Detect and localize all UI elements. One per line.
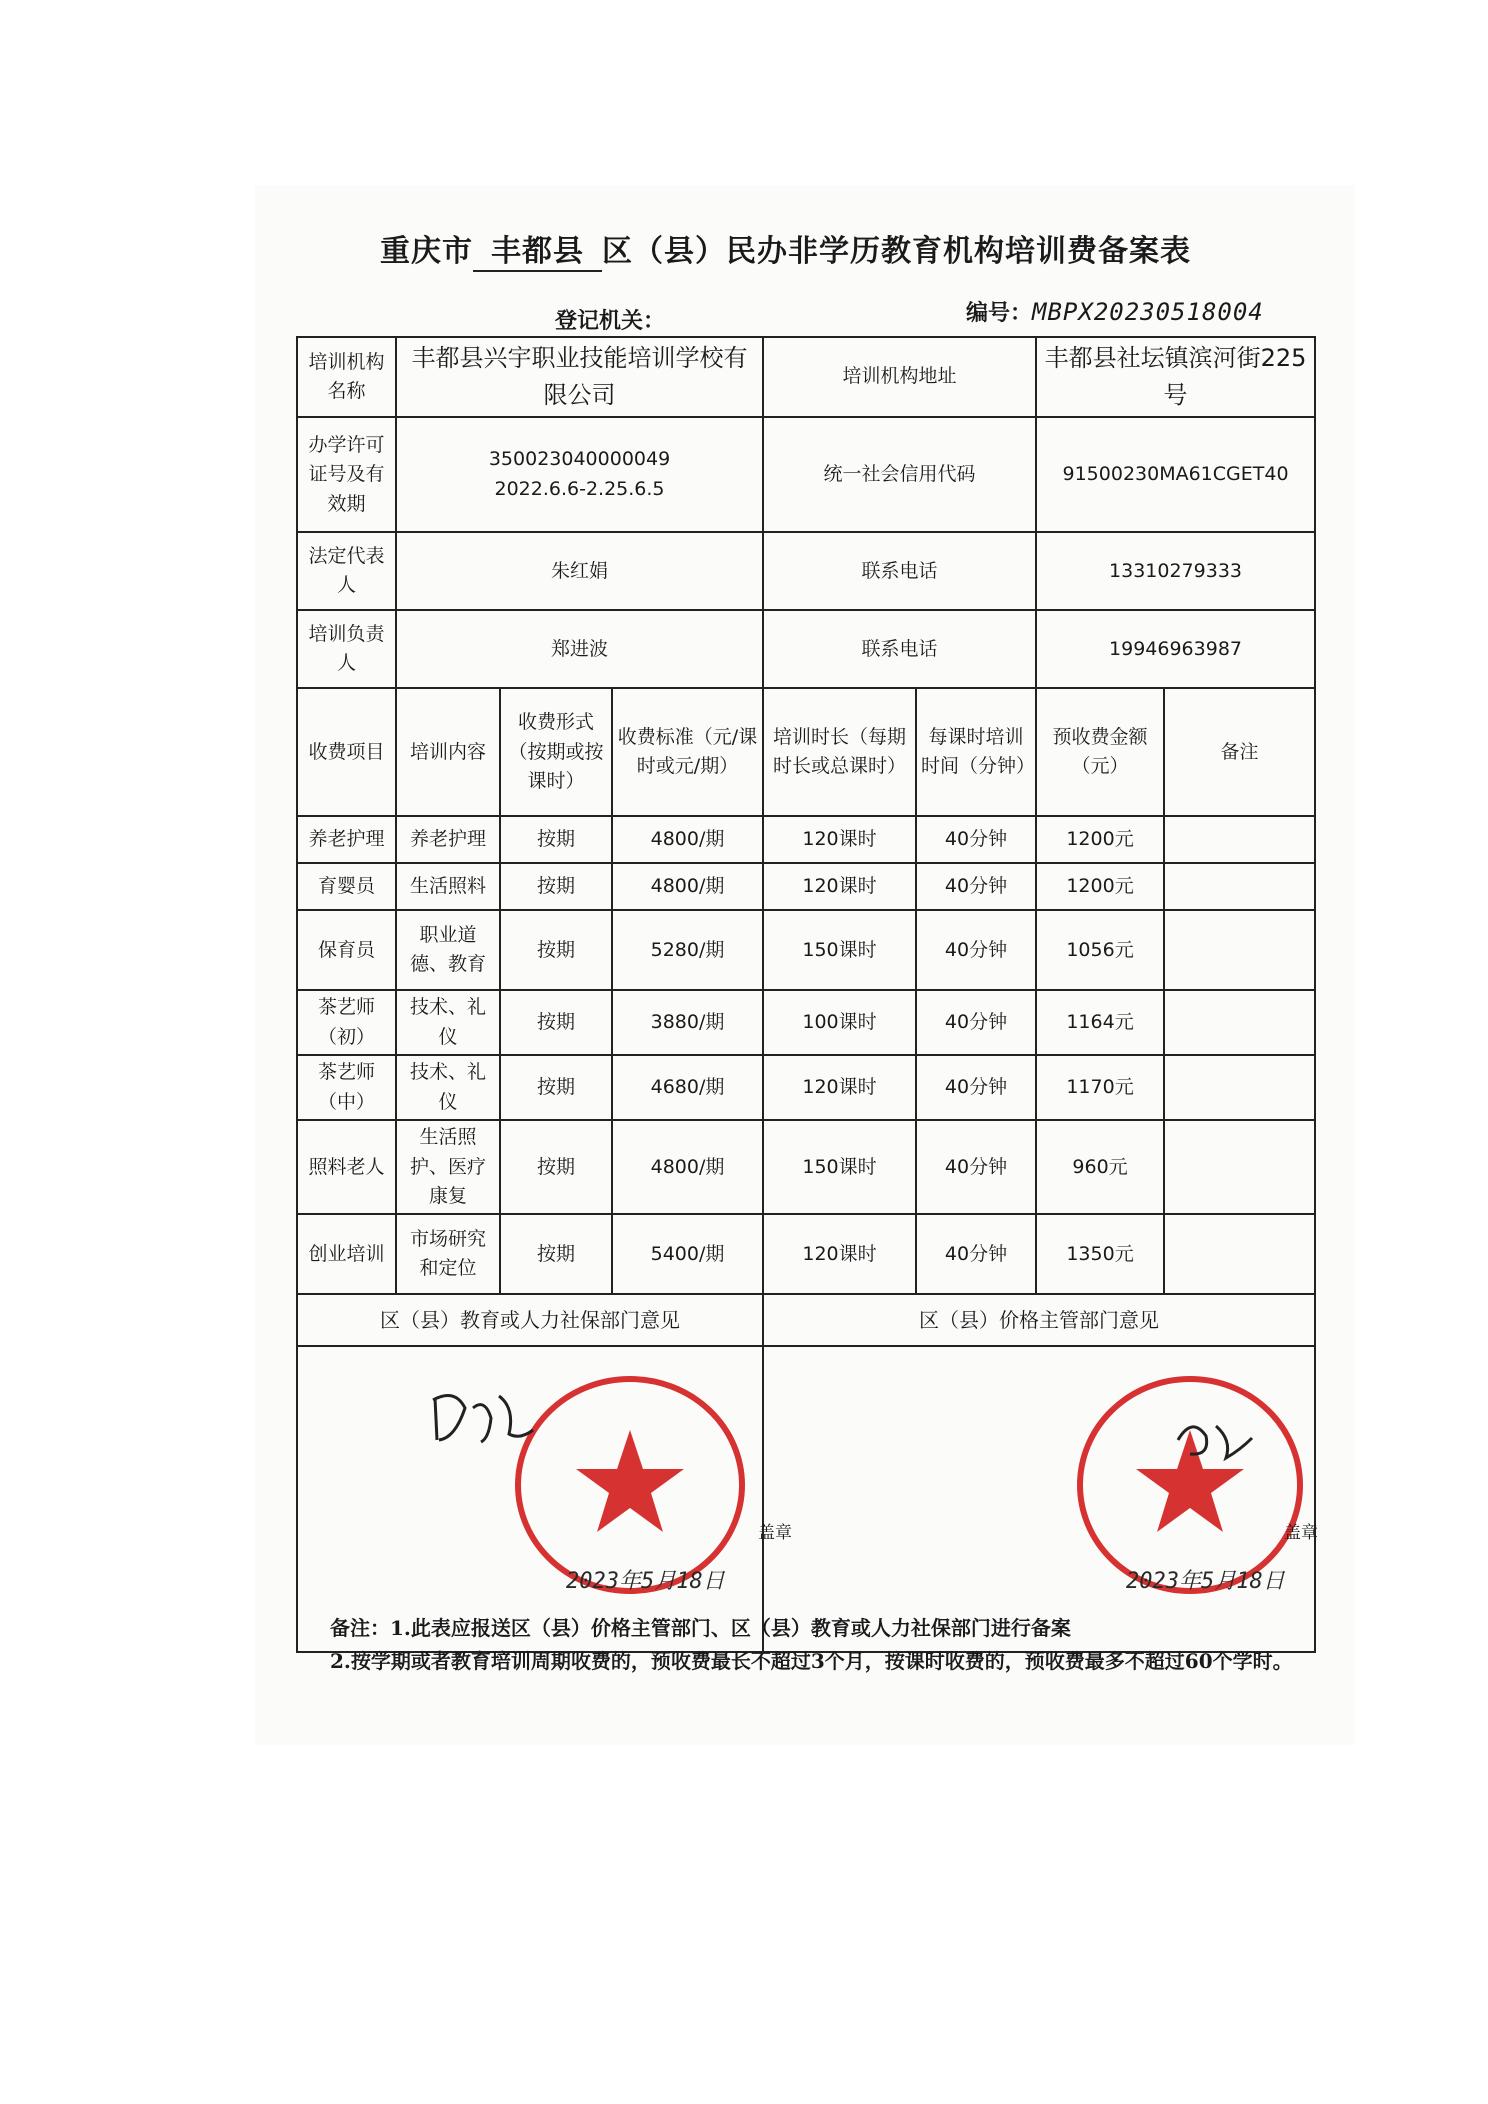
edu-seal-label: 盖章 bbox=[758, 1523, 792, 1543]
price-handwriting-signature bbox=[1170, 1410, 1260, 1470]
fee-duration: 100课时 bbox=[763, 990, 916, 1055]
fee-form: 按期 bbox=[500, 910, 612, 990]
fee-note bbox=[1164, 1120, 1315, 1214]
fee-form: 按期 bbox=[500, 1214, 612, 1294]
fee-header: 收费形式（按期或按课时） bbox=[500, 688, 612, 816]
fee-note bbox=[1164, 1055, 1315, 1120]
fee-item: 育婴员 bbox=[297, 863, 396, 910]
fee-standard: 3880/期 bbox=[612, 990, 763, 1055]
fee-item: 养老护理 bbox=[297, 816, 396, 863]
fee-per-class: 40分钟 bbox=[916, 1055, 1036, 1120]
fee-standard: 4800/期 bbox=[612, 816, 763, 863]
fee-duration: 120课时 bbox=[763, 863, 916, 910]
org-name: 丰都县兴宇职业技能培训学校有限公司 bbox=[396, 337, 763, 417]
fee-form: 按期 bbox=[500, 863, 612, 910]
fee-header: 收费标准（元/课时或元/期） bbox=[612, 688, 763, 816]
serial-label: 编号： bbox=[966, 300, 1033, 326]
fee-note bbox=[1164, 863, 1315, 910]
fee-header: 收费项目 bbox=[297, 688, 396, 816]
license-period: 2022.6.6-2.25.6.5 bbox=[494, 477, 665, 500]
fee-prepay: 1164元 bbox=[1036, 990, 1164, 1055]
fee-standard: 5400/期 bbox=[612, 1214, 763, 1294]
fee-prepay: 1350元 bbox=[1036, 1214, 1164, 1294]
fee-per-class: 40分钟 bbox=[916, 990, 1036, 1055]
credit-code-label: 统一社会信用代码 bbox=[763, 417, 1036, 532]
legal-rep: 朱红娟 bbox=[396, 532, 763, 610]
table-row bbox=[297, 990, 1315, 1055]
fee-content: 生活照料 bbox=[396, 863, 500, 910]
note-line-1: 备注：1.此表应报送区（县）价格主管部门、区（县）教育或人力社保部门进行备案 bbox=[330, 1616, 1071, 1640]
manager-label: 培训负责人 bbox=[297, 610, 396, 688]
license-number: 350023040000049 bbox=[488, 448, 671, 471]
fee-per-class: 40分钟 bbox=[916, 816, 1036, 863]
credit-code: 91500230MA61CGET40 bbox=[1036, 417, 1315, 532]
fee-per-class: 40分钟 bbox=[916, 863, 1036, 910]
table-row bbox=[297, 1214, 1315, 1294]
fee-item: 保育员 bbox=[297, 910, 396, 990]
manager: 郑进波 bbox=[396, 610, 763, 688]
org-name-label: 培训机构名称 bbox=[297, 337, 396, 417]
title-county: 丰都县 bbox=[473, 226, 602, 272]
table-row bbox=[297, 1120, 1315, 1214]
phone-label-2: 联系电话 bbox=[763, 610, 1036, 688]
fee-header: 备注 bbox=[1164, 688, 1315, 816]
fee-note bbox=[1164, 990, 1315, 1055]
fee-content: 养老护理 bbox=[396, 816, 500, 863]
notes-section bbox=[330, 1612, 1310, 1678]
fee-per-class: 40分钟 bbox=[916, 1214, 1036, 1294]
fee-content: 职业道德、教育 bbox=[396, 910, 500, 990]
fee-note bbox=[1164, 1214, 1315, 1294]
title-suffix: 区（县）民办非学历教育机构培训费备案表 bbox=[602, 234, 1191, 269]
fee-form: 按期 bbox=[500, 816, 612, 863]
fee-note bbox=[1164, 910, 1315, 990]
note-line-2: 2.按学期或者教育培训周期收费的，预收费最长不超过3个月，按课时收费的，预收费最多不超过60个学时。 bbox=[330, 1649, 1293, 1673]
fee-duration: 120课时 bbox=[763, 1055, 916, 1120]
edu-date: 2023年5月18日 bbox=[566, 1569, 725, 1594]
fee-form: 按期 bbox=[500, 1055, 612, 1120]
price-opinion-label: 区（县）价格主管部门意见 bbox=[763, 1294, 1315, 1346]
fee-prepay: 1200元 bbox=[1036, 863, 1164, 910]
fee-form: 按期 bbox=[500, 1120, 612, 1214]
table-row bbox=[297, 816, 1315, 863]
table-row bbox=[297, 863, 1315, 910]
fee-header: 培训内容 bbox=[396, 688, 500, 816]
table-row bbox=[297, 910, 1315, 990]
license-label: 办学许可证号及有效期 bbox=[297, 417, 396, 532]
fee-prepay: 1170元 bbox=[1036, 1055, 1164, 1120]
fee-standard: 4800/期 bbox=[612, 1120, 763, 1214]
fee-per-class: 40分钟 bbox=[916, 910, 1036, 990]
edu-handwriting-signature bbox=[425, 1378, 545, 1458]
fee-duration: 120课时 bbox=[763, 816, 916, 863]
fee-content: 技术、礼仪 bbox=[396, 990, 500, 1055]
fee-header: 培训时长（每期时长或总课时） bbox=[763, 688, 916, 816]
legal-rep-label: 法定代表人 bbox=[297, 532, 396, 610]
phone-label-1: 联系电话 bbox=[763, 532, 1036, 610]
fee-prepay: 960元 bbox=[1036, 1120, 1164, 1214]
edu-opinion-label: 区（县）教育或人力社保部门意见 bbox=[297, 1294, 763, 1346]
fee-per-class: 40分钟 bbox=[916, 1120, 1036, 1214]
fee-item: 茶艺师（中） bbox=[297, 1055, 396, 1120]
fee-content: 市场研究和定位 bbox=[396, 1214, 500, 1294]
address-label: 培训机构地址 bbox=[763, 337, 1036, 417]
fee-item: 创业培训 bbox=[297, 1214, 396, 1294]
fee-standard: 4800/期 bbox=[612, 863, 763, 910]
fee-item: 照料老人 bbox=[297, 1120, 396, 1214]
fee-header-row bbox=[297, 688, 1315, 816]
phone-1: 13310279333 bbox=[1036, 532, 1315, 610]
table-row bbox=[297, 1055, 1315, 1120]
form-title bbox=[380, 226, 1280, 272]
fee-header: 每课时培训时间（分钟） bbox=[916, 688, 1036, 816]
fee-duration: 120课时 bbox=[763, 1214, 916, 1294]
serial-value: MBPX20230518004 bbox=[1032, 298, 1264, 326]
fee-duration: 150课时 bbox=[763, 910, 916, 990]
fee-prepay: 1056元 bbox=[1036, 910, 1164, 990]
fee-header: 预收费金额（元） bbox=[1036, 688, 1164, 816]
fee-duration: 150课时 bbox=[763, 1120, 916, 1214]
price-seal-label: 盖章 bbox=[1284, 1523, 1318, 1543]
address: 丰都县社坛镇滨河街225号 bbox=[1036, 337, 1315, 417]
phone-2: 19946963987 bbox=[1036, 610, 1315, 688]
price-date: 2023年5月18日 bbox=[1126, 1569, 1285, 1594]
fee-standard: 4680/期 bbox=[612, 1055, 763, 1120]
serial-number bbox=[966, 296, 1264, 327]
fee-form: 按期 bbox=[500, 990, 612, 1055]
fee-prepay: 1200元 bbox=[1036, 816, 1164, 863]
license-cell bbox=[396, 417, 763, 532]
fee-content: 生活照护、医疗康复 bbox=[396, 1120, 500, 1214]
title-prefix: 重庆市 bbox=[380, 234, 473, 269]
fee-item: 茶艺师（初） bbox=[297, 990, 396, 1055]
fee-standard: 5280/期 bbox=[612, 910, 763, 990]
fee-note bbox=[1164, 816, 1315, 863]
fee-content: 技术、礼仪 bbox=[396, 1055, 500, 1120]
registration-authority-label: 登记机关： bbox=[555, 308, 666, 334]
